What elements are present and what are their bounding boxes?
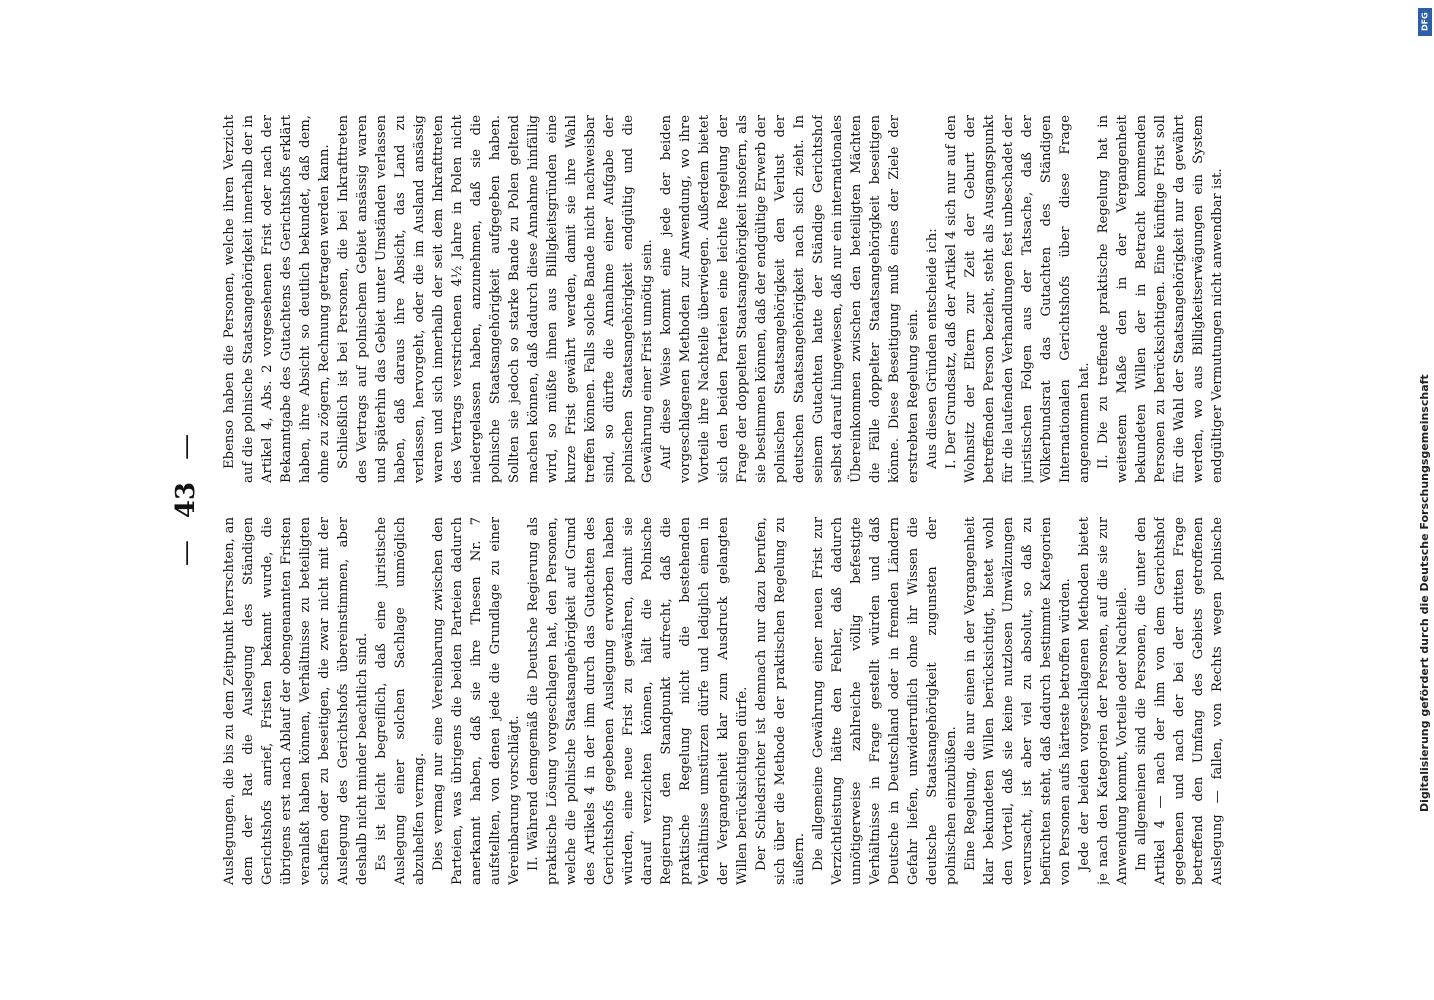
paragraph: Die allgemeine Gewährung einer neuen Frist zur Verzichtleistung hätte den Fehler, daß dadurch unnötigerweise zahlreiche völlig befestigte Verhältnisse in Frage gestellt würden und daß Deutsche in Deutschland oder in fremden Ländern Gefahr liefen, unwiderruflich ohne ihr Wissen die deutsche Staatsangehörigkeit zugunsten der polnischen einzubüßen. <box>811 517 959 885</box>
page-number: 43 <box>171 481 201 519</box>
paragraph: Aus diesen Gründen entscheide ich: <box>925 228 940 469</box>
paragraph: Ebenso haben die Personen, welche ihren Verzicht auf die polnische Staatsangehörigkeit innerhalb der in Artikel 4, Abs. 2 vorgesehenen Frist oder nach der Bekanntgabe des Gutachtens des Gerichtshofs erklärt haben, ihre Absicht so deutlich bekundet, daß dem, ohne zu zögern, Rechnung getragen werden kann. <box>222 115 332 483</box>
digitization-watermark: Digitalisierung gefördert durch die Deutsche Forschungsgemeinschaft <box>1418 374 1431 812</box>
paragraph: Der Schiedsrichter ist demnach nur dazu berufen, sich über die Methode der praktischen Regelung zu äußern. <box>754 517 807 885</box>
paragraph: I. Der Grundsatz, daß der Artikel 4 sich nur auf den Wohnsitz der Eltern zur Zeit der Geburt der betreffenden Person bezieht, steht als Ausgangspunkt für die laufenden Verhandlungen fest unbeschadet der juristischen Folgen aus der Tatsache, daß der Völkerbundsrat das Gutachten des Ständigen Internationalen Gerichtshofs über diese Frage angenommen hat. <box>944 115 1092 483</box>
paragraph: Dies vermag nur eine Vereinbarung zwischen den Parteien, was übrigens die beiden Parteien dadurch anerkannt haben, daß sie ihre Thesen Nr. 7 aufstellten, von denen jede die Grundlage zu einer Vereinbarung vorschlägt. <box>431 517 522 885</box>
right-column <box>220 115 1230 483</box>
paragraph: Auf diese Weise kommt eine jede der beiden vorgeschlagenen Methoden zur Anwendung, wo ihre Vorteile ihre Nachteile überwiegen. Außerdem bietet sich den beiden Parteien eine leichte Regelung der Frage der doppelten Staatsangehörigkeit insofern, als sie bestimmen können, daß der endgültige Erwerb der polnischen Staatsangehörigkeit den Verlust der deutschen Staatsangehörigkeit nach sich zieht. In seinem Gutachten hatte der Ständige Gerichtshof selbst darauf hingewiesen, daß nur ein internationales Übereinkommen zwischen den beteiligten Mächten die Fälle doppelter Staatsangehörigkeit beseitigen könne. Diese Beseitigung muß eines der Ziele der erstrebten Regelung sein. <box>659 115 921 483</box>
paragraph: Schließlich ist bei Personen, die bei Inkrafttreten des Vertrags auf polnischem Gebiet ansässig waren und späterhin das Gebiet unter Umständen verlassen haben, daß daraus ihre Absicht, das Land zu verlassen, hervorgeht, oder die im Ausland ansässig waren und sich innerhalb der seit dem Inkrafttreten des Vertrags verstrichenen 4½ Jahre in Polen nicht niedergelassen haben, anzunehmen, daß sie die polnische Staatsangehörigkeit aufgegeben haben. Sollten sie jedoch so starke Bande zu Polen geltend machen können, daß dadurch diese Annahme hinfällig wird, so müßte ihnen aus Billigkeitsgründen eine kurze Frist gewährt werden, damit sie ihre Wahl treffen können. Falls solche Bande nicht nachweisbar sind, so dürfte die Annahme einer Aufgabe der polnischen Staatsangehörigkeit endgültig und die Gewährung einer Frist unnötig sein. <box>336 115 655 483</box>
dfg-logo: DFG <box>1418 8 1432 36</box>
paragraph: Eine Regelung, die nur einen in der Vergangenheit klar bekundeten Willen berücksichtigt, bietet wohl den Vorteil, daß sie keine nutzlosen Umwälzungen verursacht, ist aber viel zu absolut, so daß zu befürchten steht, daß dadurch bestimmte Kategorien von Personen aufs härteste betroffen würden. <box>963 517 1073 885</box>
paragraph: Es ist leicht begreiflich, daß eine juristische Auslegung einer solchen Sachlage unmöglich abzuhelfen vermag. <box>374 517 427 885</box>
paragraph: Jede der beiden vorgeschlagenen Methoden bietet je nach den Kategorien der Personen, auf die sie zur Anwendung kommt, Vorteile oder Nachteile. <box>1077 517 1130 885</box>
paragraph: II. Während demgemäß die Deutsche Regierung als praktische Lösung vorgeschlagen hat, den Personen, welche die polnische Staatsangehörigkeit auf Grund des Artikels 4 in der ihm durch das Gutachten des Gerichtshofs gegebenen Auslegung erworben haben würden, eine neue Frist zu gewähren, damit sie darauf verzichten können, hält die Polnische Regierung den Standpunkt aufrecht, daß die praktische Regelung nicht die bestehenden Verhältnisse umstürzen dürfe und lediglich einen in der Vergangenheit klar zum Ausdruck gelangten Willen berücksichtigen dürfe. <box>526 517 750 885</box>
paragraph: Auslegungen, die bis zu dem Zeitpunkt herrschten, an dem der Rat die Auslegung des Ständigen Gerichtshofs anrief, Fristen bekannt wurde, die übrigens erst nach Ablauf der obengenannten Fristen veranlaßt haben können, Verhältnisse zu beteiligten schaffen oder zu beseitigen, die zwar nicht mit der Auslegung des Gerichtshofs übereinstimmen, aber deshalb nicht minder beachtlich sind. <box>222 517 370 885</box>
paragraph: Im allgemeinen sind die Personen, die unter den Artikel 4 — nach der ihm von dem Gerichtshof gegebenen und nach der bei der dritten Frage betreffend den Umfang des Gebiets getroffenen Auslegung — fallen, von Rechts wegen polnische <box>1134 517 1225 885</box>
text-columns <box>220 115 1230 885</box>
header-dash-right: — <box>171 433 201 460</box>
header-dash-left: — <box>171 540 201 567</box>
document-page <box>130 85 1290 915</box>
paragraph: II. Die zu treffende praktische Regelung hat in weitestem Maße den in der Vergangenheit bekundeten Willen der in Betracht kommenden Personen zu berücksichtigen. Eine künftige Frist soll für die Wahl der Staatsangehörigkeit nur da gewährt werden, wo aus Billigkeitserwägungen ein System endgültiger Vermutungen nicht anwendbar ist. <box>1096 115 1225 483</box>
page-header <box>166 115 206 885</box>
left-column <box>220 517 1230 885</box>
